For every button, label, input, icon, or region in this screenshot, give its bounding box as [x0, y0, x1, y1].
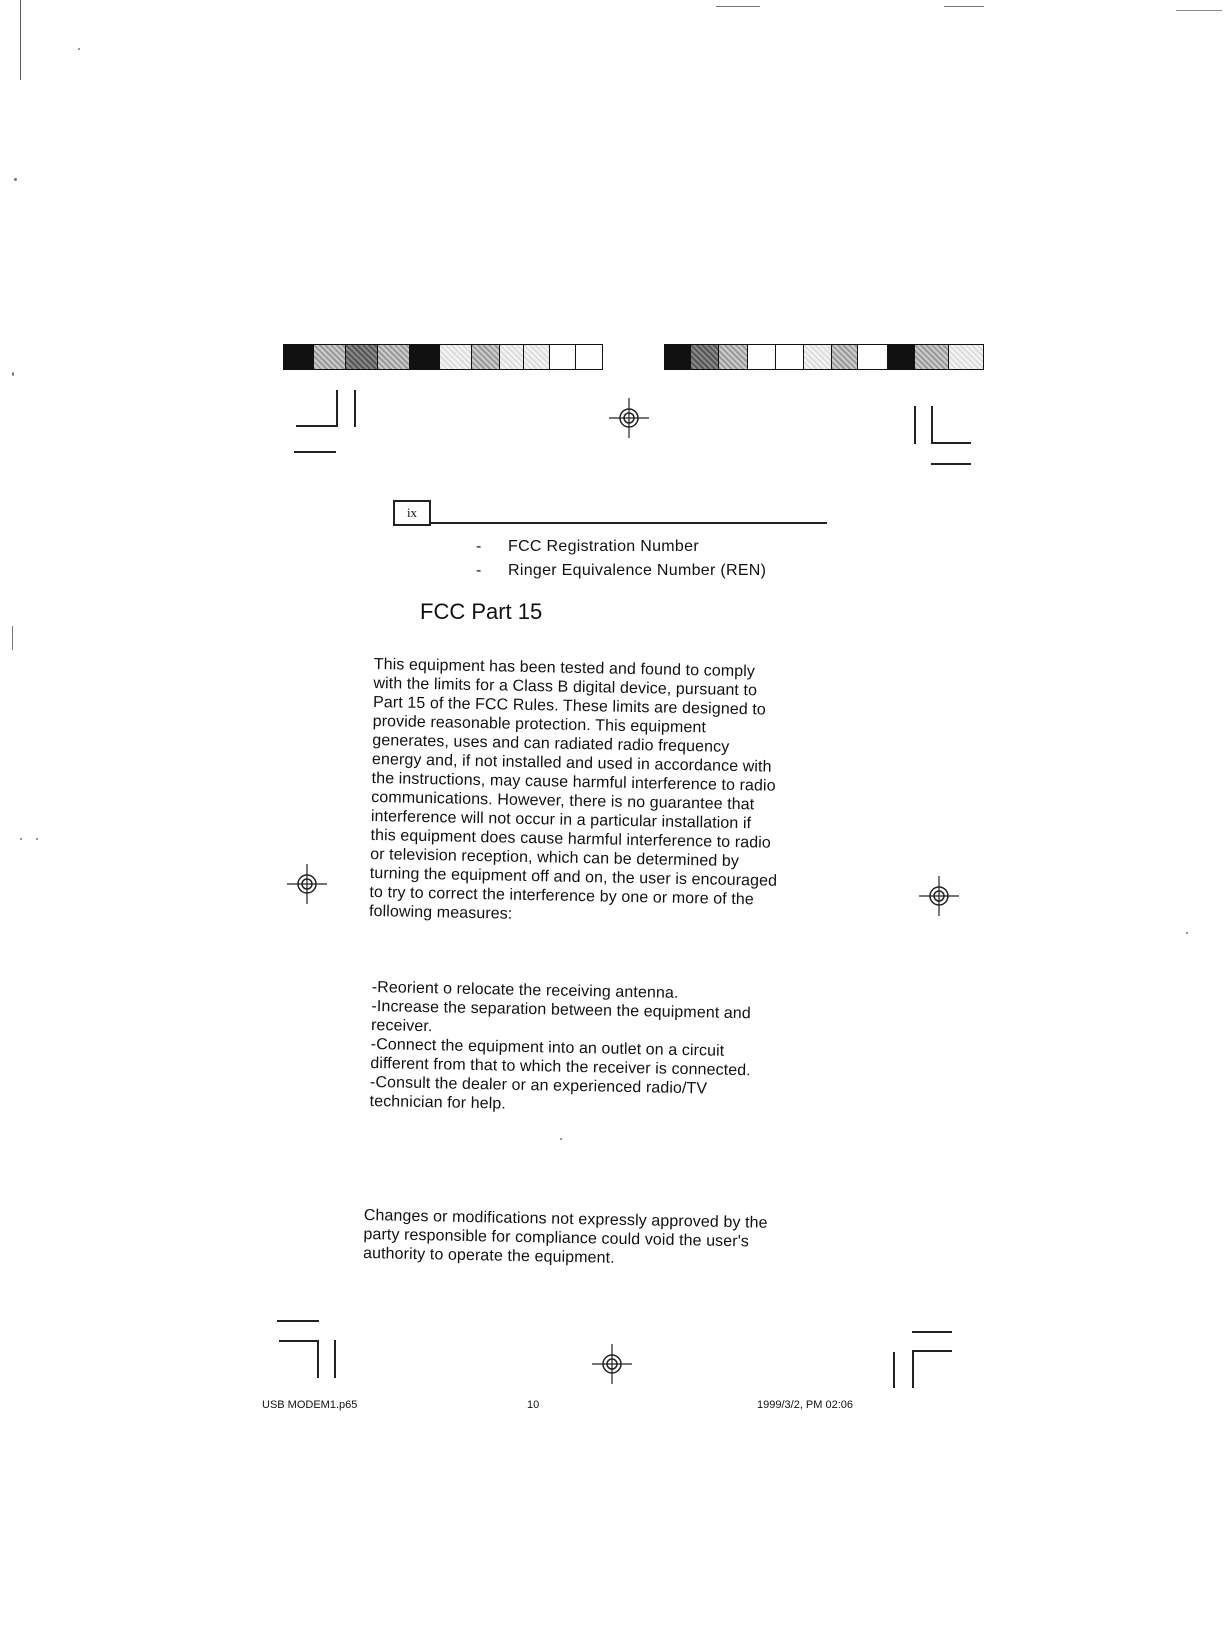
- registration-crosshair-icon: [919, 876, 959, 916]
- scan-edge-mark: [12, 626, 13, 650]
- paragraph-line: this equipment does cause harmful interference to radio: [370, 826, 772, 852]
- measure-line: receiver.: [370, 1016, 433, 1036]
- changes-notice: [363, 1206, 844, 1272]
- crop-mark-bottom-left-h2: [277, 1320, 319, 1322]
- crop-mark-top-right-h: [931, 442, 971, 444]
- crop-mark-top-left-v2: [354, 390, 356, 427]
- paragraph-line: or television reception, which can be determined by: [370, 845, 740, 871]
- crop-mark-top-left-h: [296, 425, 336, 427]
- paragraph-line: to try to correct the interference by one or more of the: [369, 883, 754, 909]
- bullet-dash: -: [476, 538, 482, 555]
- page-badge-label: ix: [406, 505, 418, 520]
- paragraph-line: energy and, if not installed and used in accordance with: [371, 750, 772, 776]
- measure-line: technician for help.: [369, 1092, 507, 1113]
- paragraph-line: turning the equipment off and on, the user is encouraged: [369, 864, 778, 890]
- registration-crosshair-icon: [592, 1344, 632, 1384]
- scan-edge-mark: [20, 0, 21, 80]
- measure-line: -Connect the equipment into an outlet on a circuit: [370, 1035, 725, 1060]
- footer-timestamp: 1999/3/2, PM 02:06: [757, 1399, 854, 1411]
- registration-crosshair-icon: [287, 864, 327, 904]
- scan-speck: [20, 838, 22, 840]
- changes-line: party responsible for compliance could void the user's: [363, 1225, 750, 1251]
- bullet-item: [476, 538, 699, 556]
- measures-list: [369, 978, 851, 1120]
- scan-speck: [36, 838, 38, 840]
- crop-mark-top-left-v1: [336, 390, 338, 427]
- paragraph-line: with the limits for a Class B digital device, pursuant to: [373, 674, 758, 700]
- crop-mark-bottom-right-h2: [912, 1331, 952, 1333]
- crop-mark-bottom-right-h: [912, 1350, 952, 1352]
- measure-line: -Increase the separation between the equipment and: [371, 997, 752, 1023]
- section-heading: FCC Part 15: [420, 599, 543, 624]
- scan-speck: [14, 178, 17, 181]
- bullet-dash: -: [476, 562, 482, 579]
- registration-strip-right: [664, 344, 984, 370]
- measure-line: -Consult the dealer or an experienced radio/TV: [369, 1073, 708, 1098]
- crop-mark-bottom-left-v2: [334, 1340, 336, 1378]
- paragraph-line: generates, uses and can radiated radio frequency: [372, 731, 730, 756]
- registration-crosshair-icon: [609, 398, 649, 438]
- scan-speck: [12, 372, 14, 376]
- footer-filename: USB MODEM1.p65: [262, 1399, 358, 1411]
- page-number-badge: [393, 500, 431, 526]
- scan-speck: [560, 1138, 562, 1140]
- paragraph-line: the instructions, may cause harmful interference to radio: [371, 769, 776, 795]
- crop-mark-top-right-h2: [931, 463, 971, 465]
- scan-top-mark: [944, 6, 984, 7]
- scan-speck: [1186, 932, 1188, 934]
- bullet-text: Ringer Equivalence Number (REN): [508, 562, 767, 579]
- paragraph-line: following measures:: [368, 902, 513, 923]
- compliance-paragraph: [369, 655, 854, 930]
- crop-mark-bottom-left-h: [279, 1340, 319, 1342]
- crop-mark-top-right-v1: [914, 406, 916, 444]
- footer-page-number: 10: [527, 1399, 540, 1411]
- changes-line: Changes or modifications not expressly approved by the: [363, 1206, 768, 1232]
- crop-mark-top-right-v2: [931, 406, 933, 444]
- scan-speck: [78, 48, 80, 50]
- paragraph-line: Part 15 of the FCC Rules. These limits are designed to: [372, 693, 767, 719]
- changes-line: authority to operate the equipment.: [362, 1244, 615, 1267]
- bullet-item: [476, 562, 766, 580]
- crop-mark-bottom-left-v1: [317, 1340, 319, 1378]
- crop-mark-bottom-right-v1: [893, 1352, 895, 1388]
- crop-mark-top-left-h2: [294, 451, 336, 453]
- paragraph-line: interference will not occur in a particular installation if: [370, 807, 752, 833]
- registration-strip-left: [283, 344, 603, 370]
- header-rule: [431, 522, 827, 524]
- crop-mark-bottom-right-v2: [912, 1350, 914, 1388]
- measure-line: -Reorient o relocate the receiving antenna.: [371, 978, 679, 1002]
- scan-top-mark: [716, 6, 760, 7]
- paragraph-line: This equipment has been tested and found to comply: [373, 655, 756, 681]
- paragraph-line: provide reasonable protection. This equipment: [372, 712, 707, 737]
- paragraph-line: communications. However, there is no guarantee that: [371, 788, 755, 814]
- bullet-text: FCC Registration Number: [508, 538, 699, 555]
- measure-line: different from that to which the receiver is connected.: [370, 1054, 751, 1080]
- scan-top-mark: [1176, 10, 1222, 11]
